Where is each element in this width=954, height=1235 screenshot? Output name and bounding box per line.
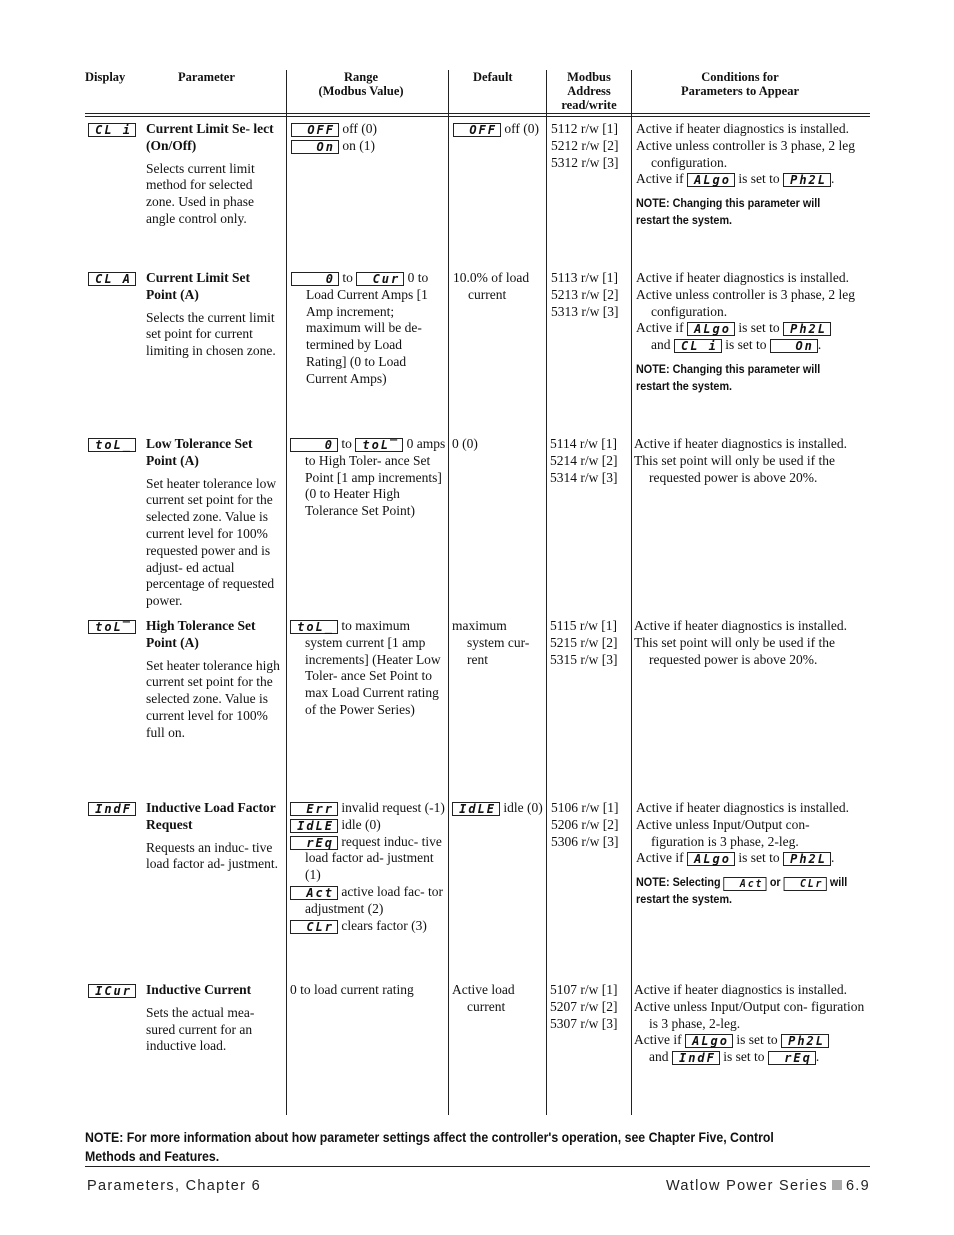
condition-text: Active unless controller is 3 phase, 2 leg configuration. [636,137,855,170]
default-text: maximum system cur- rent [452,618,530,667]
modbus-address: 5213 r/w [2] [551,286,619,302]
row-5-default [452,800,544,817]
lcd-value: CL i [674,339,722,353]
default-text: off (0) [504,121,539,136]
range-item-text: clears factor (3) [341,917,427,933]
modbus-address: 5306 r/w [3] [551,833,619,849]
lcd-value: Ph2L [783,852,831,866]
condition-text: Active if ALgo is set to Ph2L . [636,850,835,867]
header-range-line2: (Modbus Value) [318,84,404,98]
range-item-text: on (1) [342,137,375,153]
header-modbus-line2: Address [567,84,611,98]
note-text: NOTE: Changing this parameter will restart the system. [636,361,821,393]
lcd-display-code: IndF [88,802,136,816]
lcd-value: IndF [672,1051,720,1065]
parameter-name: Inductive Load Factor Request [146,800,276,832]
lcd-value: ALgo [687,322,735,336]
lcd-value: rEq [768,1051,816,1065]
range-item-text: request induc- tive load factor ad- justment (1) [305,833,442,883]
lcd-display-code: CL i [88,123,136,137]
condition-text: Active if ALgo is set to Ph2L [634,1032,866,1049]
condition-text: and CL i is set to On . [651,337,822,354]
lcd-value: Act [290,886,338,900]
header-bottom-rule [85,116,870,117]
row-4-conditions [634,618,866,668]
column-divider-3 [546,70,547,1115]
lcd-value: IdLE [452,802,500,816]
lcd-display-code: toL_ [88,438,136,452]
condition-text: Active if heater diagnostics is installed. [636,121,849,136]
lcd-value: IdLE [290,819,338,833]
range-item-text: idle (0) [341,816,381,832]
modbus-address: 5114 r/w [1] [550,436,617,451]
condition-text: Active unless Input/Output con- figuration is 3 phase, 2-leg. [636,816,810,849]
modbus-address: 5212 r/w [2] [551,137,619,153]
row-6-display [88,982,136,999]
condition-text: Active if heater diagnostics is installed. [634,982,847,997]
row-5-range [290,800,446,934]
modbus-address: 5312 r/w [3] [551,154,619,170]
parameter-name: Low Tolerance Set Point (A) [146,436,253,468]
row-4-parameter [146,618,286,742]
row-1-default [453,121,547,138]
footer-rule [85,1166,870,1167]
row-3-modbus [550,436,618,486]
lcd-value: Ph2L [781,1034,829,1048]
lcd-display-code: CL A [88,272,136,286]
lcd-value: OFF [291,123,339,137]
range-item-text: invalid request (-1) [341,800,445,815]
condition-text: Active if heater diagnostics is installed. [636,270,849,285]
row-3-parameter [146,436,286,610]
row-3-default [452,436,544,453]
lcd-value: Cur [356,272,404,286]
range-item-text: active load fac- tor adjustment (2) [305,883,443,916]
lcd-display-code: toL‾ [88,620,136,634]
row-1-conditions [636,121,866,229]
modbus-address: 5112 r/w [1] [551,121,618,136]
range-item [290,800,446,817]
condition-text: Active if ALgo is set to Ph2L . [636,171,835,188]
parameter-description: Selects the current limit set point for current limiting in chosen zone. [146,309,276,359]
header-modbus-line3: read/write [561,98,617,112]
default-text: 0 (0) [452,436,478,451]
range-item [291,138,447,155]
header-range-line1: Range [343,70,379,84]
header-conditions-line2: Parameters to Appear [680,84,800,98]
condition-text: Active if ALgo is set to Ph2L [636,320,866,337]
modbus-address: 5113 r/w [1] [551,270,618,285]
lcd-value: Err [290,802,338,816]
condition-text: and IndF is set to rEq . [649,1049,820,1066]
modbus-address: 5307 r/w [3] [550,1015,618,1031]
lcd-value: 0 [290,438,338,452]
condition-text: This set point will only be used if the requested power is above 20%. [634,634,835,667]
range-text: 0 to Load Current Amps [1 Amp increment; maximum will be de- termined by Load Rating] (0 to Load Current Amps) [306,270,429,386]
header-modbus [550,70,628,112]
header-conditions [640,70,840,98]
lcd-display-code: ICur [88,984,136,998]
range-item [290,817,446,834]
footer-left: Parameters, Chapter 6 [87,1178,261,1194]
condition-text: Active if heater diagnostics is installed. [636,800,849,815]
header-conditions-line1: Conditions for [701,70,779,84]
parameter-description: Sets the actual mea- sured current for an inductive load. [146,1004,255,1054]
row-2-range: 0 to Cur 0 to Load Current Amps [1 Amp increment; maximum will be de- termined by Load Rating] (0 to Load Current Amps) [291,270,445,388]
column-divider-2 [448,70,449,1115]
condition-text: Active if heater diagnostics is installed. [634,618,847,633]
lcd-value: rEq [290,836,338,850]
modbus-address: 5206 r/w [2] [551,816,619,832]
modbus-address: 5314 r/w [3] [550,469,618,485]
row-6-conditions [634,982,866,1066]
modbus-address: 5313 r/w [3] [551,303,619,319]
row-5-parameter [146,800,284,873]
parameter-description: Set heater tolerance high current set point for the selected zone. Value is current level for 100% full on. [146,657,280,740]
page-number: 6.9 [845,1178,870,1194]
range-item [290,884,446,918]
range-text: to maximum system current [1 amp increments] (Heater Low Toler- ance Set Point to max Load Current rating of the Power Series) [305,618,441,717]
row-4-modbus [550,618,618,668]
row-3-conditions [634,436,866,486]
square-bullet-icon [832,1180,842,1190]
header-parameter: Parameter [178,70,235,84]
row-2-display [88,270,136,287]
parameter-name: Current Limit Set Point (A) [146,270,250,302]
column-divider-1 [286,70,287,1115]
row-2-conditions [636,270,866,395]
lcd-value: ALgo [685,1034,733,1048]
row-2-modbus [551,270,619,320]
range-text: 0 amps to High Toler- ance Set Point [1 amp increments] (0 to Heater High Tolerance Set Point) [305,436,446,519]
range-item [291,121,447,138]
row-6-range [290,982,450,999]
row-1-modbus [551,121,619,171]
parameter-name: Current Limit Se- lect (On/Off) [146,121,274,153]
condition-text: Active unless Input/Output con- figuration is 3 phase, 2-leg. [634,998,865,1031]
header-default: Default [473,70,513,84]
footnote: NOTE: For more information about how parameter settings affect the controller's operation, see Chapter Five, Control Methods and Features. [85,1129,774,1164]
row-6-default [452,982,544,1016]
row-3-range: 0 to toL‾ 0 amps to High Toler- ance Set Point [1 amp increments] (0 to Heater High Tolerance Set Point) [290,436,446,520]
range-item [290,918,446,935]
modbus-address: 5107 r/w [1] [550,982,618,997]
row-5-display [88,800,136,817]
column-divider-4 [631,70,632,1115]
footer-brand: Watlow Power Series [665,1178,828,1194]
parameter-name: High Tolerance Set Point (A) [146,618,256,650]
row-5-modbus [551,800,619,850]
header-range [290,70,432,98]
lcd-value: ALgo [687,852,735,866]
default-text: idle (0) [503,800,543,815]
range-text: 0 to load current rating [290,982,414,997]
parameter-description: Set heater tolerance low current set point for the selected zone. Value is current level for 100% requested power and is adjust- ed actual percentage of requested power. [146,475,277,609]
lcd-value: toL‾ [355,438,403,452]
modbus-address: 5115 r/w [1] [550,618,617,633]
row-5-conditions [636,800,866,908]
header-top-rule [85,113,870,114]
condition-text: This set point will only be used if the requested power is above 20%. [634,452,835,485]
row-4-display [88,618,136,635]
condition-text: Active if heater diagnostics is installed. [634,436,847,451]
condition-text: Active unless controller is 3 phase, 2 leg configuration. [636,286,855,319]
range-item [290,834,446,884]
parameter-description: Requests an induc- tive load factor ad- justment. [146,839,278,872]
range-item-text: off (0) [342,121,377,136]
parameter-description: Selects current limit method for selected zone. Used in phase angle control only. [146,160,255,226]
note-text: NOTE: Selecting Act or CLr will restart the system. [636,875,848,907]
lcd-value: CLr [784,877,827,891]
modbus-address: 5214 r/w [2] [550,452,618,468]
footer-right [666,1178,870,1194]
modbus-address: 5207 r/w [2] [550,998,618,1014]
default-text: Active load current [452,982,515,1014]
modbus-address: 5215 r/w [2] [550,634,618,650]
note-text: NOTE: Changing this parameter will restart the system. [636,196,821,228]
row-1-display [88,121,136,138]
default-text: 10.0% of load current [453,270,530,302]
header-modbus-line1: Modbus [567,70,611,84]
lcd-value: 0 [291,272,339,286]
modbus-address: 5106 r/w [1] [551,800,619,815]
lcd-value: On [291,140,339,154]
row-3-display [88,436,136,453]
lcd-value: toL_ [290,620,338,634]
modbus-address: 5315 r/w [3] [550,651,618,667]
row-4-default [452,618,544,668]
lcd-value: CLr [290,920,338,934]
lcd-value: Ph2L [783,173,831,187]
row-4-range [290,618,444,719]
row-6-modbus [550,982,618,1032]
lcd-value: On [770,339,818,353]
lcd-value: ALgo [687,173,735,187]
row-2-default [453,270,545,304]
header-display: Display [85,70,126,84]
row-1-range [291,121,447,155]
row-1-parameter [146,121,284,228]
lcd-value: Ph2L [783,322,831,336]
parameter-name: Inductive Current [146,982,252,997]
lcd-value: Act [724,877,767,891]
lcd-value: OFF [453,123,501,137]
row-6-parameter [146,982,284,1055]
row-2-parameter [146,270,284,360]
